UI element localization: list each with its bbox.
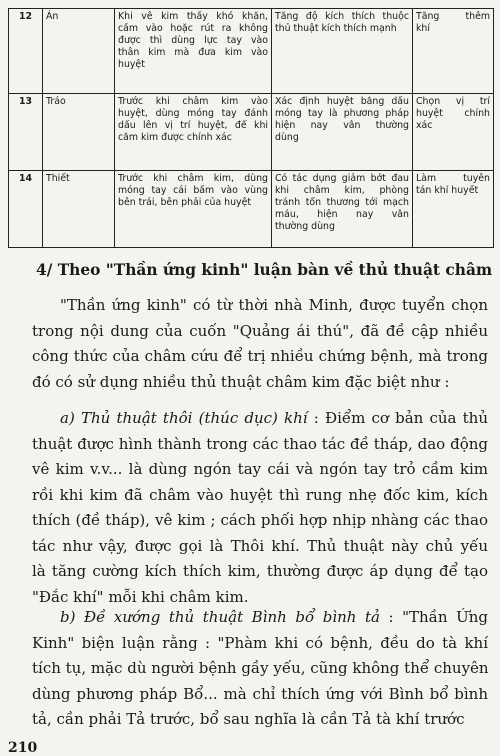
cell-line: máu, hiện nay vẫn [275, 209, 409, 220]
cell-line: dấu lên vị trí huyệt, để khi [118, 120, 268, 131]
row-number: 13 [9, 94, 43, 170]
cell-line: thủ thuật kích thích mạnh [275, 23, 397, 34]
acupuncture-technique-table [8, 8, 494, 248]
text-line: công thức của châm cứu để trị nhiều chứng bệnh, mà trong [32, 347, 488, 365]
technique-method [115, 9, 272, 93]
table-row [9, 94, 493, 171]
text-line: tích tụ, mặc dù người bệnh gầy yếu, cũng không thể chuyên [32, 659, 489, 677]
technique-name: Án [43, 9, 115, 93]
cell-line: huyệt chính [416, 108, 490, 119]
cell-line: Tăng thêm [416, 11, 490, 22]
cell-line: móng tay cái bấm vào vùng [118, 185, 268, 196]
cell-line: bên trái, bên phải của huyệt [118, 197, 252, 208]
technique-purpose [413, 171, 493, 247]
technique-name: Thiết [43, 171, 115, 247]
cell-line: thường dùng [275, 221, 335, 232]
cell-line: cắm kim được chính xác [118, 132, 232, 143]
cell-line: thân kim mà đưa kim vào [118, 47, 268, 58]
technique-name: Tráo [43, 94, 115, 170]
text-line: thuật được hình thành trong các thao tác đề tháp, dao động [32, 434, 488, 453]
paragraph-lead: : Điểm cơ bản của thủ [307, 409, 488, 427]
cell-line: huyệt, dùng móng tay đánh [118, 108, 268, 119]
cell-line: xác [416, 120, 433, 131]
row-number: 12 [9, 9, 43, 93]
text-line: dùng phương pháp Bổ... mà chỉ thích ứng với Bình bổ bình [32, 684, 488, 703]
paragraph-thoi-khi [32, 406, 488, 610]
paragraph-body [32, 432, 488, 611]
text-line: tác như vậy, được gọi là Thôi khí. Thủ thuật này chủ yếu [32, 536, 488, 555]
technique-purpose [413, 94, 493, 170]
cell-line: Khi vê kim thấy khó khăn, [118, 11, 268, 22]
cell-line: Chọn vị trí [416, 96, 490, 107]
technique-effect [272, 171, 413, 247]
cell-line: cầm vào hoặc rút ra không [118, 23, 268, 34]
paragraph-lead: : "Thần Ứng [379, 608, 488, 626]
cell-line: khi châm kim, phòng [275, 185, 409, 196]
text-line: đó có sử dụng nhiều thủ thuật châm kim đặc biệt như : [32, 372, 450, 391]
cell-line: móng tay là phương pháp [275, 108, 409, 119]
cell-line: tán khí huyết [416, 185, 479, 196]
text-line: "Đắc khí" mỗi khi châm kim. [32, 587, 249, 606]
technique-effect [272, 94, 413, 170]
cell-line: Có tác dụng giảm bớt đau [275, 173, 409, 184]
paragraph-binh-bo-binh-ta [32, 605, 488, 733]
cell-line: Xác định huyệt bằng dấu [275, 96, 409, 107]
paragraph-first-line [32, 406, 488, 432]
cell-line: khí [416, 23, 430, 34]
cell-line: hiện nay vẫn thường [275, 120, 409, 131]
technique-method [115, 171, 272, 247]
technique-title: b) Đề xướng thủ thuật Bình bổ bình tả [60, 608, 380, 626]
cell-line: Trước khi châm kim vào [118, 96, 268, 107]
table-row [9, 171, 493, 247]
cell-line: Trước khi châm kim, dùng [118, 173, 268, 184]
cell-line: Làm tuyên [416, 173, 490, 184]
section-heading: 4/ Theo "Thần ứng kinh" luận bàn về thủ thuật châm [36, 261, 493, 279]
text-line: Kinh" biện luận rằng : "Phàm khi có bệnh, đều do tà khí [32, 633, 488, 652]
paragraph-body [32, 631, 488, 733]
text-line: "Thần ứng kinh" có từ thời nhà Minh, được tuyển chọn [60, 296, 488, 314]
text-line: rồi khi kim đã châm vào huyệt thì rung nhẹ đốc kim, kích [32, 485, 488, 504]
cell-line: được thì dùng lực tay vào [118, 35, 268, 46]
text-line: tả, cần phải Tả trước, bổ sau nghĩa là cần Tả tà khí trước [32, 710, 465, 728]
paragraph-intro [32, 293, 488, 395]
technique-effect [272, 9, 413, 93]
row-number: 14 [9, 171, 43, 247]
cell-line: huyệt [118, 59, 145, 70]
text-line: vê kim v.v... là dùng ngón tay cái và ngón tay trỏ cầm kim [32, 460, 488, 478]
text-line: thích (đề tháp), vê kim ; cách phối hợp nhịp nhàng các thao [32, 511, 488, 529]
text-line: là tăng cường kích thích kim, thường được áp dụng để tạo [32, 562, 488, 580]
page-number: 210 [8, 740, 38, 756]
cell-line: tránh tổn thương tới mạch [275, 197, 409, 208]
paragraph-first-line [32, 605, 488, 631]
technique-purpose [413, 9, 493, 93]
text-line: trong nội dung của cuốn "Quảng ái thú", đã đề cập nhiều [32, 321, 488, 340]
technique-title: a) Thủ thuật thôi (thúc dục) khí [60, 409, 308, 427]
technique-method [115, 94, 272, 170]
cell-line: dùng [275, 132, 299, 143]
cell-line: Tăng độ kích thích thuộc [275, 11, 409, 22]
table-row [9, 9, 493, 94]
